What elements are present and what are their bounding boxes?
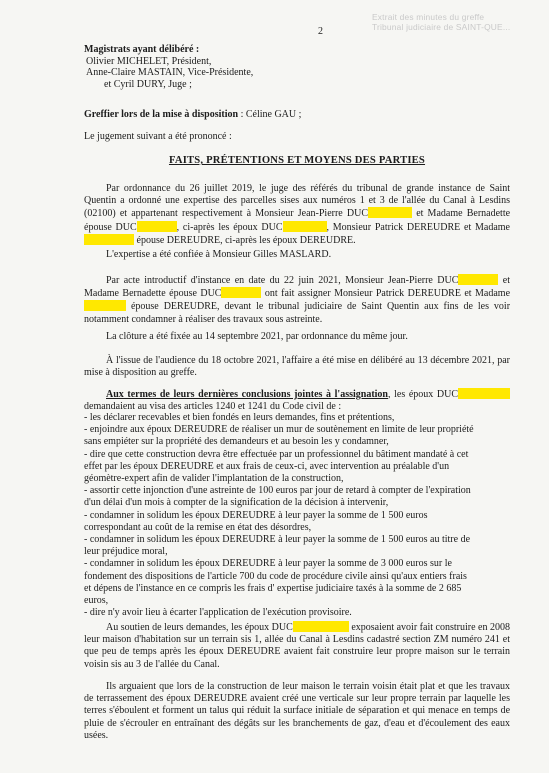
p3-line-2: DUC [437, 275, 459, 286]
p8-line-2: les travaux de terrassement des époux DEREUDRE avaient créé une verticale sur leur propre [84, 681, 511, 705]
claim-item: euros, [84, 595, 109, 607]
magistrate-2: Anne-Claire MASTAIN, Vice-Présidente, [86, 67, 254, 79]
p8-line-5: branchements de gaz, d'eau et d'écoulement des eaux usées. [84, 717, 510, 741]
p3-line-4: Quentin aux fins de les voir notamment condamner à réaliser des travaux sous astreinte. [84, 301, 511, 325]
page-number: 2 [318, 26, 323, 37]
p1-line-4: Bernadette épouse DUC [84, 208, 511, 233]
redaction-mark [283, 221, 327, 232]
redaction-mark [458, 388, 510, 399]
p5-line-2: décembre 2021, par mise à disposition au greffe. [84, 355, 510, 379]
claim-item: fondement des dispositions de l'article 700 du code de procédure civile ainsi qu'aux entiers frais [84, 570, 467, 582]
claim-item: - les déclarer recevables et bien fondés en leurs demandes, fins et prétentions, [84, 412, 395, 423]
paragraph-cloture: La clôture a été fixée au 14 septembre 2021, par ordonnance du même jour. [106, 331, 408, 342]
p3-line-3b: épouse DEREUDRE, devant le tribunal judiciaire de Saint [130, 301, 382, 313]
p3-line-1: Par acte introductif d'instance en date du 22 juin 2021, Monsieur Jean-Pierre [106, 275, 433, 286]
claim-item: géomètre-expert afin de valider l'implantation de la construction, [84, 473, 344, 485]
p1-line-1: Par ordonnance du 26 juillet 2019, le juge des référés du tribunal de grande instance de [106, 183, 485, 194]
claim-item: - dire n'y avoir lieu à écarter l'application de l'exécution provisoire. [84, 607, 352, 619]
redaction-mark [137, 221, 177, 232]
p1-line-2: Saint Quentin a ordonné une expertise des parcelles sises aux numéros 1 et 3 de l'allée du Canal [84, 183, 511, 207]
claim-item: correspondant au coût de la remise en état des désordres, [84, 521, 312, 533]
redaction-mark [458, 274, 498, 285]
stamp-line-2: Tribunal judiciaire de SAINT-QUE... [372, 22, 511, 32]
claim-item: - dire que cette construction devra être effectuée par un professionnel du bâtiment mandaté à cet [84, 448, 469, 460]
section-title: FAITS, PRÉTENTIONS ET MOYENS DES PARTIES [168, 155, 426, 166]
redaction-mark [84, 300, 126, 311]
p1-line-5: et Madame [464, 221, 510, 233]
p5-line-1: À l'issue de l'audience du 18 octobre 2021, l'affaire a été mise en délibéré au 13 [106, 355, 428, 366]
p7-line-2: 2008 leur maison d'habitation sur un terrain sis 1, allée du Canal à Lesdins cadastré section ZM [84, 622, 511, 646]
stamp-line-1: Extrait des minutes du greffe [372, 12, 485, 22]
p8-line-3: terrain par laquelle les terres s'éboulent et forment un talus qui réduit la surface initiale de [84, 693, 511, 717]
p7-line-1b: exposaient avoir fait construire en [351, 622, 488, 633]
p7-line-3: numéro 241 et que peu de temps après les époux DEREUDRE avaient fait construire leur propre [84, 634, 511, 658]
redaction-mark [368, 207, 412, 218]
magistrate-1: Olivier MICHELET, Président, [86, 55, 212, 67]
magistrates-heading: Magistrats ayant délibéré : [84, 44, 200, 55]
clerk-label: Greffier lors de la mise à disposition [84, 109, 239, 120]
p3-line-2c: ont fait assigner Monsieur Patrick [264, 288, 405, 300]
claim-item: - condamner in solidum les époux DEREUDRE à leur payer la somme de 1 500 euros au titre de [84, 534, 471, 546]
paragraph-ordonnance [84, 183, 510, 247]
claim-item: leur préjudice moral, [84, 546, 168, 558]
claim-item: - condamner in solidum les époux DEREUDRE à leur payer la somme de 1 500 euros [84, 509, 428, 521]
p1-line-3b: et Madame [416, 208, 463, 220]
paragraph-assignation [84, 274, 510, 326]
claim-item: sans empiéter sur la propriété des demandeurs et au besoin les y condamner, [84, 436, 389, 448]
p8-line-1: Ils arguaient que lors de la construction de leur maison le terrain voisin était plat et que [106, 681, 463, 692]
p1-line-3: à Lesdins (02100) et appartenant respectivement à Monsieur Jean-Pierre DUC [84, 195, 511, 220]
conclusions-intro-rest: , les époux [388, 389, 434, 400]
p1-line-4b: , ci-après les époux DUC [176, 221, 283, 233]
claim-item: - assortir cette injonction d'une astreinte de 100 euros par jour de retard à compter de l'expiration [84, 485, 471, 497]
claim-item: - condamner in solidum les époux DEREUDRE à leur payer la somme de 3 000 euros sur le [84, 558, 452, 570]
magistrates-block [84, 44, 510, 90]
p7-line-4: maison sur le terrain voisin sis au 3 de l'allée du Canal. [84, 646, 511, 670]
claim-item: d'un délai d'un mois à compter de la signification de la décision à intervenir, [84, 497, 389, 509]
p3-line-3: DEREUDRE et Madame [407, 288, 511, 300]
claims-list [84, 412, 510, 619]
p3-line-2b: et Madame Bernadette épouse DUC [84, 275, 510, 300]
paragraph-audience [84, 355, 510, 379]
p6-line-2b: demandaient au visa des articles 1240 et 1241 du Code civil de : [84, 401, 342, 413]
p6-line-2: DUC [436, 389, 458, 400]
p7-line-1: Au soutien de leurs demandes, les époux DUC [106, 622, 293, 633]
p1-line-4c: , Monsieur Patrick DEREUDRE [326, 221, 461, 233]
redaction-mark [221, 287, 261, 298]
magistrate-3: et Cyril DURY, Juge ; [104, 78, 192, 90]
paragraph-arguments [84, 681, 510, 742]
claim-item: et dépens de l'instance en ce compris les frais d' expertise judiciaire taxés à la somme de 2 685 [84, 582, 462, 594]
pronounced-line: Le jugement suivant a été prononcé : [84, 131, 232, 142]
claim-item: effet par les époux DEREUDRE et aux frais de ceux-ci, avec intervention au préalable d'un [84, 460, 450, 472]
clerk-line [84, 109, 510, 121]
conclusions-heading: Aux termes de leurs dernières conclusions jointes à l'assignation [106, 389, 388, 400]
clerk-value: : Céline GAU ; [240, 109, 302, 120]
claim-item: - enjoindre aux époux DEREUDRE de réaliser un mur de soutènement en limite de leur propriété [84, 424, 474, 436]
registry-stamp [372, 12, 542, 32]
p1-line-5b: épouse DEREUDRE, ci-après les époux DEREUDRE. [136, 234, 356, 246]
paragraph-expertise: L'expertise a été confiée à Monsieur Gilles MASLARD. [106, 249, 332, 260]
redaction-mark [293, 621, 349, 632]
p8-line-4: séparation et qui menace en temps de pluie de s'écrouler en entraînant des dégâts sur les [84, 705, 511, 729]
redaction-mark [84, 234, 134, 245]
paragraph-conclusions [84, 388, 510, 413]
paragraph-soutien [84, 621, 510, 671]
